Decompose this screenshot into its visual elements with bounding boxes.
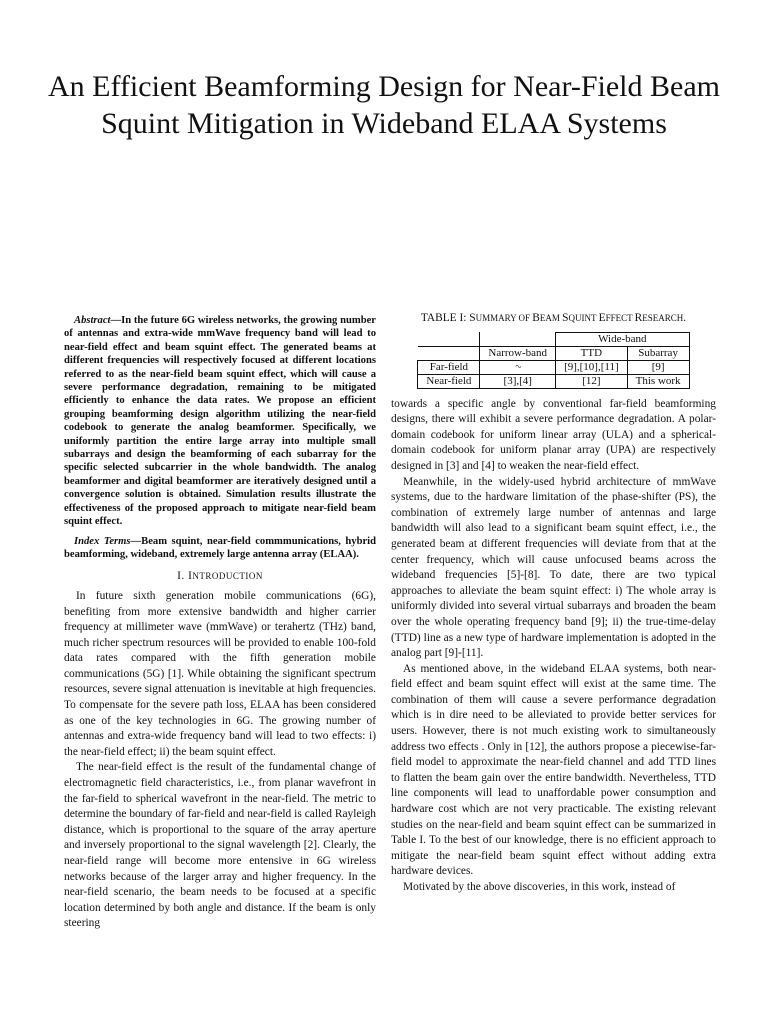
- table-cell: [9],[10],[11]: [556, 360, 628, 374]
- table-row-label: Far-field: [418, 360, 480, 374]
- index-terms: [64, 535, 376, 562]
- paper-title: An Efficient Beamforming Design for Near-Field Beam Squint Mitigation in Wideband ELAA Systems: [48, 70, 720, 140]
- body-paragraph: In future sixth generation mobile communications (6G), benefiting from more extensive bandwidth and higher carrier frequency at millimeter wave (mmWave) or terahertz (THz) band, much richer spectrum resources will be provided to enable 100-fold data rates compared with the fifth generation mobile communications (5G) [1]. While obtaining the significant spectrum resources, severe signal attenuation is inevitable at high frequencies. To compensate for the severe path loss, ELAA has been considered as one of the key technologies in 6G. The growing number of antennas and extra-wide frequency band will lead to two effects: i) the near-field effect; ii) the beam squint effect.: [64, 589, 376, 758]
- table-header-ttd: TTD: [556, 346, 628, 360]
- caption-part: R: [634, 312, 643, 324]
- table-row: [418, 346, 689, 360]
- right-column: [391, 311, 716, 896]
- table-cell: [9]: [627, 360, 689, 374]
- index-terms-label: Index Terms: [74, 535, 131, 547]
- section-heading-rest: NTRODUCTION: [192, 571, 263, 582]
- body-paragraph: Motivated by the above discoveries, in this work, instead of: [403, 881, 676, 893]
- caption-part: QUINT: [568, 313, 599, 323]
- table-cell-value: ~: [513, 359, 523, 374]
- body-paragraph: towards a specific angle by conventional far-field beamforming designs, there will exhibit a severe performance degradation. A polar-domain codebook for uniform linear array (ULA) and a spherical-domain codebook for uniform planar array (UPA) are respectively designed in [3] and [4] to weaken the near-field effect.: [391, 397, 716, 472]
- table-cell: [418, 346, 480, 360]
- abstract-label: Abstract: [74, 315, 111, 326]
- table-caption-prefix: TABLE I: S: [420, 312, 476, 324]
- table-cell: [418, 332, 480, 346]
- left-column: [64, 314, 376, 932]
- table-header-subarray: Subarray: [627, 346, 689, 360]
- table-cell: [480, 332, 556, 346]
- table-row: [418, 360, 689, 374]
- table-cell: This work: [627, 374, 689, 388]
- caption-part: ESEARCH: [642, 313, 684, 323]
- caption-part: .: [683, 312, 687, 324]
- body-paragraph: The near-field effect is the result of the fundamental change of electromagnetic field characteristics, i.e., from planar wavefront in the far-field to spherical wavefront in the near-field. The metric to determine the boundary of far-field and near-field is called Rayleigh distance, which is proportional to the square of the array aperture and inversely proportional to the signal wavelength [2]. Clearly, the near-field range will become more entensive in 6G wireless networks because of the larger array and higher frequency. In the near-field scenario, the beam needs to be focused at a specific location determined by both angle and distance. If the beam is only steering: [64, 761, 376, 930]
- table-row-label: Near-field: [418, 374, 480, 388]
- table-header-narrowband: Narrow-band: [480, 346, 556, 360]
- table-header-wideband: Wide-band: [556, 332, 690, 346]
- body-paragraph: Meanwhile, in the widely-used hybrid architecture of mmWave systems, due to the hardware limitation of the phase-shifter (PS), the combination of extremely large number of antennas and large bandwidth will also lead to a significant beam squint effect, i.e., the generated beam at different frequencies will deviate from that at the center frequency, which will cause unfocused beams across the wideband frequencies [5]-[8]. To date, there are two typical approaches to alleviate the beam squint effect: i) The whole array is uniformly divided into several virtual subarrays and broaden the beam over the whole operating frequency band [9]; ii) the true-time-delay (TTD) line as a new type of hardware implementation is adopted in the analog part [9]-[11].: [391, 475, 716, 660]
- table-row: [418, 332, 689, 346]
- summary-table: [417, 332, 689, 389]
- table-caption: [391, 311, 716, 327]
- section-numeral: I. I: [177, 570, 193, 583]
- index-terms-text: —Beam squint, near-field commmunications, hybrid beamforming, wideband, extremely large antenna array (ELAA).: [64, 535, 376, 560]
- caption-part: B: [532, 312, 540, 324]
- caption-part: EAM: [539, 313, 563, 323]
- caption-part: E: [598, 312, 606, 324]
- caption-part: UMMARY OF: [475, 313, 533, 323]
- caption-part: FFECT: [605, 313, 635, 323]
- table-cell: [3],[4]: [480, 374, 556, 388]
- caption-part: S: [562, 312, 569, 324]
- abstract: [64, 314, 376, 529]
- table-row: [418, 374, 689, 388]
- section-heading-introduction: [64, 569, 376, 585]
- body-paragraph: As mentioned above, in the wideband ELAA systems, both near-field effect and beam squint effect will exist at the same time. The combination of them will cause a severe performance degradation which is in dire need to be alleviated to provide better services for users. However, there is not much existing work to simultaneously address two effects . Only in [12], the authors propose a piecewise-far-field model to approximate the near-field channel and add TTD lines to flatten the beam gain over the entire bandwidth. Nevertheless, TTD line components will lead to unaffordable power consumption and hardware cost which are not very practicable. The existing relevant studies on the near-field and beam squint effect can be summarized in Table I. To the best of our knowledge, there is no efficient approach to mitigate the near-field beam squint effect without adding extra hardware devices.: [391, 662, 716, 878]
- table-cell: [480, 360, 556, 374]
- abstract-text: —In the future 6G wireless networks, the growing number of antennas and extra-wide mmWave frequency band will lead to near-field effect and beam squint effect. The generated beams at different frequencies will respectively focused at different locations referred to as the near-field beam squint effect, which will cause a severe performance degradation, remaining to be mitigated efficiently to enhance the data rates. We propose an efficient grouping beamforming design algorithm utilizing the near-field codebook to generate the analog beamformer. Specifically, we uniformly partition the entire large array into multiple small subarrays and design the beamforming of each subarray for the specific selected subcarrier in the whole bandwidth. The analog beamformer and digital beamformer are iteratively designed until a convergence solution is obtained. Simulation results illustrate the effectiveness of the proposed approach to mitigate near-field beam squint effect.: [64, 315, 376, 528]
- table-cell: [12]: [556, 374, 628, 388]
